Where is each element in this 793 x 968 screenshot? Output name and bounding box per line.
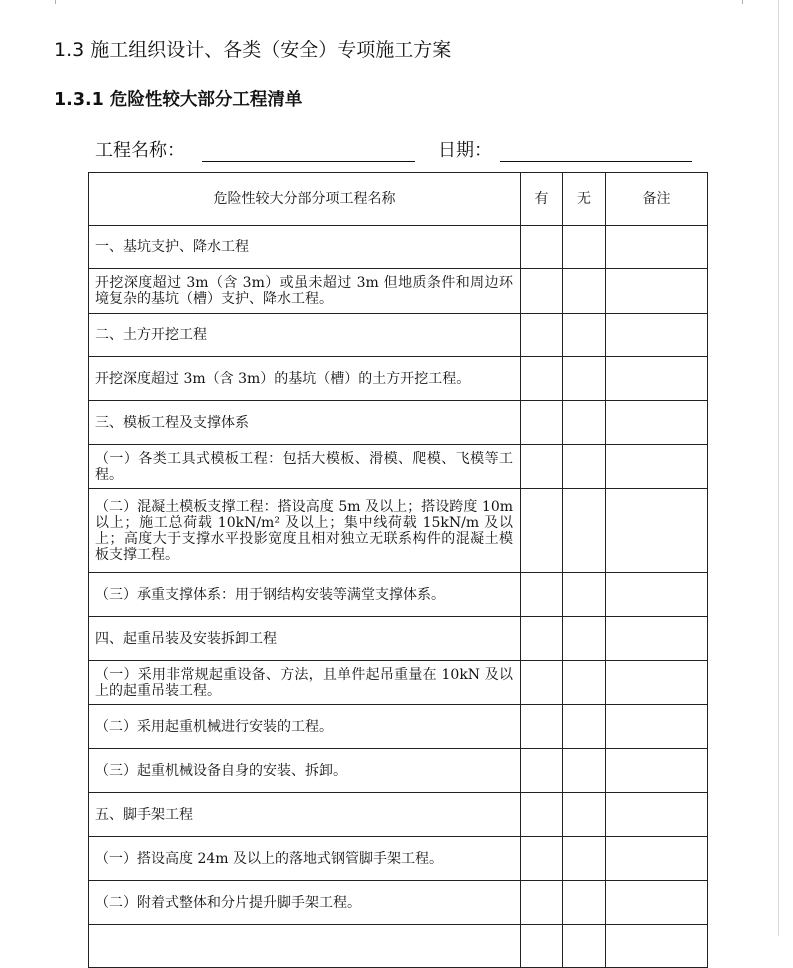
row-name-cell (89, 661, 521, 705)
date-underline (500, 161, 692, 162)
continued-cell (89, 925, 521, 968)
table-row (89, 661, 708, 705)
yes-checkbox-cell[interactable] (521, 617, 563, 661)
no-checkbox-cell[interactable] (563, 226, 606, 269)
no-checkbox-cell[interactable] (563, 357, 606, 401)
item-description-text: （三）承重支撑体系：用于钢结构安装等满堂支撑体系。 (95, 586, 445, 603)
no-checkbox-cell[interactable] (563, 881, 606, 925)
subsection-title: 1.3.1 危险性较大部分工程清单 (54, 90, 303, 110)
row-name-cell (89, 357, 521, 401)
remarks-cell[interactable] (606, 661, 708, 705)
header-yes: 有 (521, 173, 563, 226)
section-heading-text: 一、基坑支护、降水工程 (95, 239, 249, 255)
table-row (89, 489, 708, 573)
no-checkbox-cell[interactable] (563, 489, 606, 573)
remarks-cell[interactable] (606, 617, 708, 661)
project-name-label: 工程名称： (95, 140, 185, 161)
remarks-cell[interactable] (606, 705, 708, 749)
remarks-cell[interactable] (606, 314, 708, 357)
no-checkbox-cell[interactable] (563, 793, 606, 837)
remarks-cell[interactable] (606, 881, 708, 925)
yes-checkbox-cell[interactable] (521, 881, 563, 925)
yes-checkbox-cell[interactable] (521, 445, 563, 489)
row-name-cell (89, 881, 521, 925)
hazard-checklist-table (88, 172, 708, 968)
row-name-cell (89, 445, 521, 489)
table-row (89, 837, 708, 881)
no-checkbox-cell[interactable] (563, 661, 606, 705)
section-heading-text: 二、土方开挖工程 (95, 327, 207, 343)
yes-checkbox-cell[interactable] (521, 749, 563, 793)
table-row (89, 269, 708, 314)
table-section-row (89, 226, 708, 269)
item-description-text: （一）采用非常规起重设备、方法，且单件起吊重量在 10kN 及以上的起重吊装工程。 (95, 666, 513, 699)
continued-cell (521, 925, 563, 968)
no-checkbox-cell[interactable] (563, 705, 606, 749)
table-row (89, 881, 708, 925)
table-section-row (89, 401, 708, 445)
row-name-cell (89, 573, 521, 617)
header-no: 无 (563, 173, 606, 226)
section-heading-text: 四、起重吊装及安装拆卸工程 (95, 630, 277, 647)
section-heading-text: 三、模板工程及支撑体系 (95, 414, 249, 431)
section-title: 1.3 施工组织设计、各类（安全）专项施工方案 (54, 39, 452, 61)
remarks-cell[interactable] (606, 573, 708, 617)
table-section-row (89, 314, 708, 357)
table-section-row (89, 617, 708, 661)
page-corner-mark-left (33, 0, 56, 4)
table-row (89, 749, 708, 793)
no-checkbox-cell[interactable] (563, 314, 606, 357)
row-name-cell (89, 226, 521, 269)
yes-checkbox-cell[interactable] (521, 573, 563, 617)
row-name-cell (89, 705, 521, 749)
table-row (89, 445, 708, 489)
yes-checkbox-cell[interactable] (521, 793, 563, 837)
row-name-cell (89, 793, 521, 837)
yes-checkbox-cell[interactable] (521, 401, 563, 445)
remarks-cell[interactable] (606, 793, 708, 837)
no-checkbox-cell[interactable] (563, 837, 606, 881)
row-name-cell (89, 269, 521, 314)
project-name-underline (202, 161, 415, 162)
remarks-cell[interactable] (606, 837, 708, 881)
item-description-text: （二）附着式整体和分片提升脚手架工程。 (95, 894, 361, 911)
header-project-name: 危险性较大分部分项工程名称 (89, 173, 521, 226)
table-header-row (89, 173, 708, 226)
continued-cell (606, 925, 708, 968)
table-row-continued (89, 925, 708, 968)
table-row (89, 705, 708, 749)
row-name-cell (89, 617, 521, 661)
no-checkbox-cell[interactable] (563, 445, 606, 489)
row-name-cell (89, 749, 521, 793)
item-description-text: 开挖深度超过 3m（含 3m）或虽未超过 3m 但地质条件和周边环境复杂的基坑（槽）支护、降水工程。 (95, 275, 513, 307)
continued-cell (563, 925, 606, 968)
item-description-text: （二）混凝土模板支撑工程：搭设高度 5m 及以上；搭设跨度 10m 以上；施工总荷载 10kN/m² 及以上；集中线荷载 15kN/m 及以上；高度大于支撑水平投影宽度且相对独立无联系构件的混凝土模板支撑工程。 (95, 498, 513, 563)
section-heading-text: 五、脚手架工程 (95, 806, 193, 823)
yes-checkbox-cell[interactable] (521, 269, 563, 314)
no-checkbox-cell[interactable] (563, 749, 606, 793)
item-description-text: （二）采用起重机械进行安装的工程。 (95, 718, 333, 735)
remarks-cell[interactable] (606, 357, 708, 401)
table-section-row (89, 793, 708, 837)
item-description-text: （三）起重机械设备自身的安装、拆卸。 (95, 762, 347, 779)
yes-checkbox-cell[interactable] (521, 661, 563, 705)
row-name-cell (89, 489, 521, 573)
row-name-cell (89, 314, 521, 357)
remarks-cell[interactable] (606, 489, 708, 573)
remarks-cell[interactable] (606, 226, 708, 269)
page-edge-line (778, 0, 779, 936)
yes-checkbox-cell[interactable] (521, 314, 563, 357)
yes-checkbox-cell[interactable] (521, 705, 563, 749)
remarks-cell[interactable] (606, 749, 708, 793)
date-field (438, 138, 492, 164)
yes-checkbox-cell[interactable] (521, 226, 563, 269)
item-description-text: （一）搭设高度 24m 及以上的落地式钢管脚手架工程。 (95, 850, 443, 867)
row-name-cell (89, 837, 521, 881)
table-row (89, 357, 708, 401)
item-description-text: 开挖深度超过 3m（含 3m）的基坑（槽）的土方开挖工程。 (95, 370, 471, 387)
page-corner-mark-right (742, 0, 765, 4)
remarks-cell[interactable] (606, 401, 708, 445)
row-name-cell (89, 401, 521, 445)
remarks-cell[interactable] (606, 445, 708, 489)
no-checkbox-cell[interactable] (563, 573, 606, 617)
no-checkbox-cell[interactable] (563, 617, 606, 661)
no-checkbox-cell[interactable] (563, 269, 606, 314)
project-name-field (95, 138, 185, 164)
no-checkbox-cell[interactable] (563, 401, 606, 445)
item-description-text: （一）各类工具式模板工程：包括大模板、滑模、爬模、飞模等工程。 (95, 450, 513, 483)
yes-checkbox-cell[interactable] (521, 837, 563, 881)
remarks-cell[interactable] (606, 269, 708, 314)
table-row (89, 573, 708, 617)
yes-checkbox-cell[interactable] (521, 357, 563, 401)
date-label: 日期： (438, 140, 492, 161)
yes-checkbox-cell[interactable] (521, 489, 563, 573)
header-remarks: 备注 (606, 173, 708, 226)
